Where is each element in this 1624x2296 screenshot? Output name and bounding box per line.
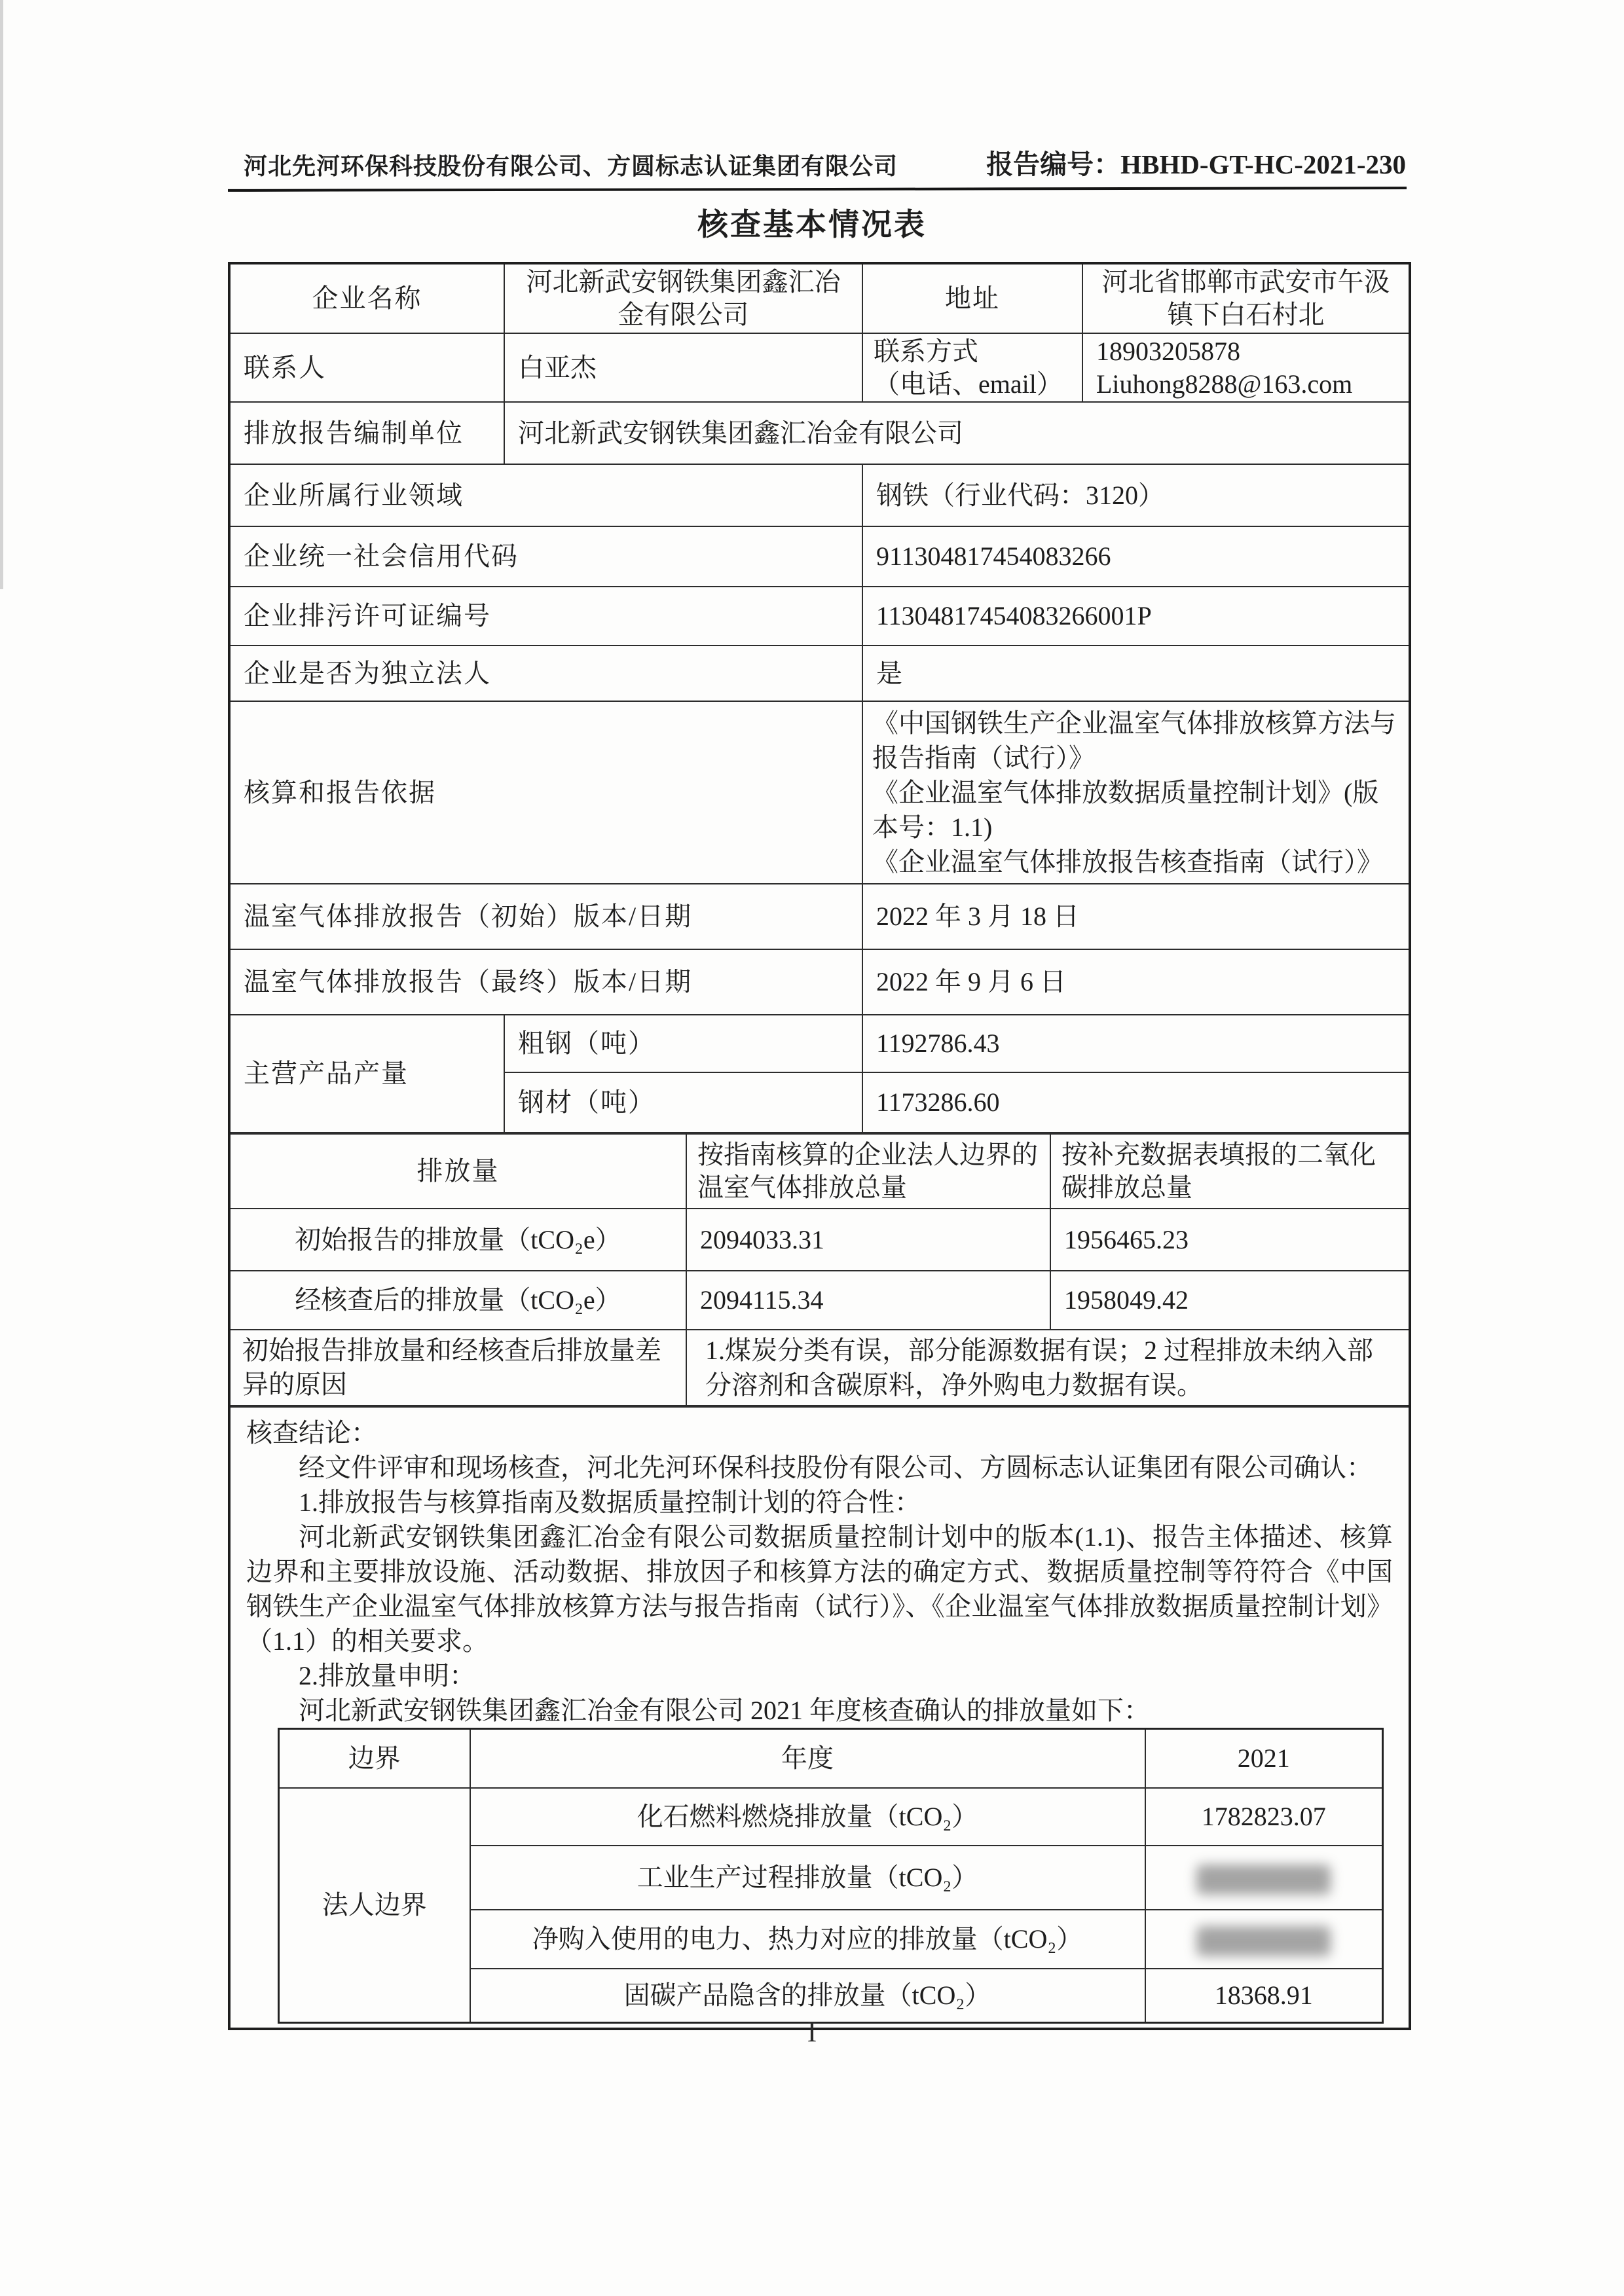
address-label: 地址 xyxy=(862,264,1082,333)
conclusion-heading: 核查结论： xyxy=(246,1418,377,1448)
emissions-col-supplementary-header: 按补充数据表填报的二氧化碳排放总量 xyxy=(1050,1134,1409,1209)
main-products-label: 主营产品产量 xyxy=(231,1015,504,1133)
independent-legal-value: 是 xyxy=(862,646,1409,701)
table-row xyxy=(279,1788,1383,1846)
verified-emissions-supplementary-value: 1958049.42 xyxy=(1050,1271,1409,1330)
redacted-blur xyxy=(1196,1926,1331,1956)
permit-number-value: 11304817454083266001P xyxy=(862,587,1409,646)
contact-person-label: 联系人 xyxy=(231,333,504,402)
emissions-col-guideline-header: 按指南核算的企业法人边界的温室气体排放总量 xyxy=(686,1134,1050,1209)
report-unit-value: 河北新武安钢铁集团鑫汇冶金有限公司 xyxy=(504,402,1409,464)
steel-products-value: 1173286.60 xyxy=(862,1072,1409,1133)
crude-steel-label: 粗钢（吨） xyxy=(504,1015,862,1072)
conclusion-paragraph: 1.排放报告与核算指南及数据质量控制计划的符合性： xyxy=(299,1487,921,1517)
report-number-label: 报告编号： xyxy=(986,149,1121,179)
table-row xyxy=(231,1015,1409,1072)
table-row xyxy=(231,1209,1409,1271)
fossil-fuel-emissions-value: 1782823.07 xyxy=(1145,1788,1383,1846)
contact-method-label-line1: 联系方式 xyxy=(874,336,978,366)
emissions-section-label: 排放量 xyxy=(231,1134,686,1209)
scan-edge-artifact xyxy=(0,0,3,589)
company-name-value: 河北新武安钢铁集团鑫汇冶金有限公司 xyxy=(504,264,862,333)
fossil-fuel-emissions-label: 化石燃料燃烧排放量（tCO₂） xyxy=(470,1788,1145,1846)
table-row xyxy=(231,1134,1409,1209)
table-row xyxy=(231,464,1409,526)
carbon-sequestration-emissions-label: 固碳产品隐含的排放量（tCO₂） xyxy=(470,1969,1145,2023)
conclusion-cell xyxy=(231,1407,1409,2028)
verified-emissions-label: 经核查后的排放量（tCO₂e） xyxy=(231,1271,686,1330)
final-report-date-label: 温室气体排放报告（最终）版本/日期 xyxy=(231,949,862,1015)
contact-method-value xyxy=(1082,333,1409,402)
final-report-date-value: 2022 年 9 月 6 日 xyxy=(862,949,1409,1015)
initial-report-date-label: 温室气体排放报告（初始）版本/日期 xyxy=(231,884,862,949)
difference-reason-value: 1.煤炭分类有误，部分能源数据有误；2 过程排放未纳入部分溶剂和含碳原料，净外购电力数据有误。 xyxy=(686,1330,1409,1406)
company-name-label: 企业名称 xyxy=(231,264,504,333)
report-unit-label: 排放报告编制单位 xyxy=(231,402,504,464)
accounting-basis-label: 核算和报告依据 xyxy=(231,701,862,884)
year-2021-col-header: 2021 xyxy=(1145,1729,1383,1788)
phone-value: 18903205878 xyxy=(1096,336,1240,366)
table-row xyxy=(231,646,1409,701)
contact-person-value: 白亚杰 xyxy=(504,333,862,402)
redacted-blur xyxy=(1196,1865,1331,1895)
initial-report-date-value: 2022 年 3 月 18 日 xyxy=(862,884,1409,949)
table-row xyxy=(279,1729,1383,1788)
header-report-number xyxy=(986,143,1406,181)
table-row xyxy=(231,526,1409,587)
basic-info-section xyxy=(231,264,1409,1133)
conclusion-paragraph: 河北新武安钢铁集团鑫汇冶金有限公司 2021 年度核查确认的排放量如下： xyxy=(299,1696,1150,1725)
table-row xyxy=(231,1271,1409,1330)
table-row xyxy=(231,884,1409,949)
industrial-process-emissions-label: 工业生产过程排放量（tCO₂） xyxy=(470,1846,1145,1910)
industrial-process-emissions-value-redacted xyxy=(1145,1846,1383,1910)
initial-emissions-label: 初始报告的排放量（tCO₂e） xyxy=(231,1209,686,1271)
crude-steel-value: 1192786.43 xyxy=(862,1015,1409,1072)
basis-document-1: 《中国钢铁生产企业温室气体排放核算方法与报告指南（试行）》 xyxy=(872,708,1396,773)
basis-document-3: 《企业温室气体排放报告核查指南（试行）》 xyxy=(872,847,1383,877)
contact-method-label xyxy=(862,333,1082,402)
credit-code-label: 企业统一社会信用代码 xyxy=(231,526,862,587)
contact-method-label-line2: （电话、email） xyxy=(874,369,1063,399)
carbon-sequestration-emissions-value: 18368.91 xyxy=(1145,1969,1383,2023)
independent-legal-label: 企业是否为独立法人 xyxy=(231,646,862,701)
permit-number-label: 企业排污许可证编号 xyxy=(231,587,862,646)
legal-boundary-label: 法人边界 xyxy=(279,1788,470,2023)
year-col-header: 年度 xyxy=(470,1729,1145,1788)
page-number: I xyxy=(807,2016,817,2048)
industry-label: 企业所属行业领域 xyxy=(231,464,862,526)
conclusion-paragraph: 河北新武安钢铁集团鑫汇冶金有限公司数据质量控制计划中的版本(1.1)、报告主体描述、核算边界和主要排放设施、活动数据、排放因子和核算方法的确定方式、数据质量控制等符符合《中国钢铁生产企业温室气体排放核算方法与报告指南（试行）》、《企业温室气体排放数据质量控制计划》（1.1）的相关要求。 xyxy=(246,1522,1393,1656)
conclusion-paragraph: 2.排放量申明： xyxy=(299,1661,475,1690)
emission-totals-section xyxy=(231,1133,1409,1406)
initial-emissions-supplementary-value: 1956465.23 xyxy=(1050,1209,1409,1271)
header-divider-line xyxy=(228,187,1407,192)
difference-reason-label: 初始报告排放量和经核查后排放量差异的原因 xyxy=(231,1330,686,1406)
report-number-value: HBHD-GT-HC-2021-230 xyxy=(1120,149,1406,179)
table-row xyxy=(231,701,1409,884)
header-issuer-text: 河北先河环保科技股份有限公司、方圆标志认证集团有限公司 xyxy=(244,153,898,179)
table-row xyxy=(231,264,1409,333)
table-row xyxy=(231,587,1409,646)
page-title: 核查基本情况表 xyxy=(697,208,927,242)
purchased-electricity-heat-emissions-value-redacted xyxy=(1145,1910,1383,1969)
table-row xyxy=(231,1330,1409,1406)
verification-basic-info-table xyxy=(228,262,1411,2030)
boundary-col-header: 边界 xyxy=(279,1729,470,1788)
email-value: Liuhong8288@163.com xyxy=(1096,369,1353,399)
table-row xyxy=(231,949,1409,1015)
conclusion-paragraph: 经文件评审和现场核查，河北先河环保科技股份有限公司、方圆标志认证集团有限公司确认： xyxy=(299,1453,1373,1482)
credit-code-value: 911304817454083266 xyxy=(862,526,1409,587)
initial-emissions-guideline-value: 2094033.31 xyxy=(686,1209,1050,1271)
table-row xyxy=(231,1407,1409,2028)
table-row xyxy=(231,333,1409,402)
table-row xyxy=(231,402,1409,464)
basis-document-2: 《企业温室气体排放数据质量控制计划》(版本号：1.1) xyxy=(872,778,1379,842)
purchased-electricity-heat-emissions-label: 净购入使用的电力、热力对应的排放量（tCO₂） xyxy=(470,1910,1145,1969)
verified-emissions-guideline-value: 2094115.34 xyxy=(686,1271,1050,1330)
steel-products-label: 钢材（吨） xyxy=(504,1072,862,1133)
address-value: 河北省邯郸市武安市午汲镇下白石村北 xyxy=(1082,264,1409,333)
accounting-basis-value xyxy=(862,701,1409,884)
conclusion-section xyxy=(231,1406,1409,2028)
boundary-emissions-table xyxy=(278,1728,1384,2024)
industry-value: 钢铁（行业代码：3120） xyxy=(862,464,1409,526)
